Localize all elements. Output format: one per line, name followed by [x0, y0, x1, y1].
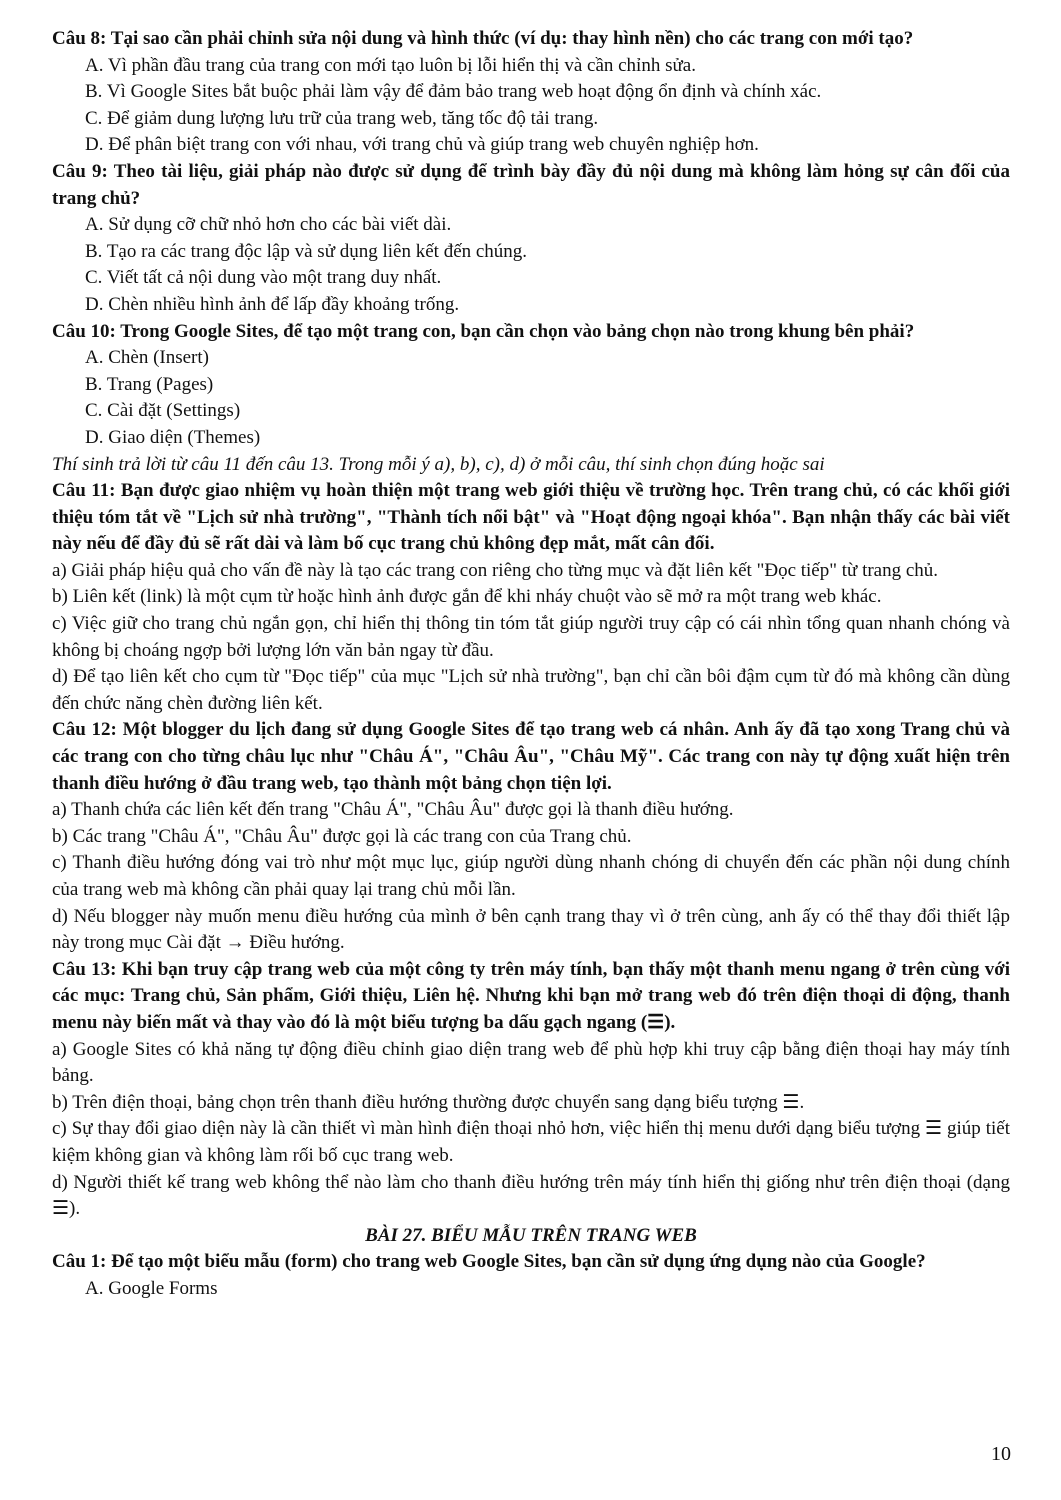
- question-13-statement-a: a) Google Sites có khả năng tự động điều chỉnh giao diện trang web để phù hợp khi truy cập bằng điện thoại hay máy tính bảng.: [52, 1038, 1010, 1087]
- question-13-title: Câu 13: Khi bạn truy cập trang web của một công ty trên máy tính, bạn thấy một thanh menu ngang ở trên cùng với các mục: Trang chủ, Sản phẩm, Giới thiệu, Liên hệ. Nhưng khi bạn mở trang web đó trên điện thoại di động, thanh menu này biến mất và thay vào đó là một biểu tượng ba dấu gạch ngang (☰).: [52, 958, 1010, 1033]
- page-number: 10: [991, 1443, 1011, 1465]
- question-9-title: Câu 9: Theo tài liệu, giải pháp nào được sử dụng để trình bày đầy đủ nội dung mà không làm hỏng sự cân đối của trang chủ?: [52, 160, 1010, 209]
- question-11-statement-b: b) Liên kết (link) là một cụm từ hoặc hình ảnh được gắn để khi nháy chuột vào sẽ mở ra một trang web khác.: [52, 586, 882, 608]
- question-10-option-b: B. Trang (Pages): [85, 373, 214, 395]
- question-10-option-c: C. Cài đặt (Settings): [85, 400, 241, 422]
- question-9-option-c: C. Viết tất cả nội dung vào một trang duy nhất.: [85, 267, 442, 289]
- question-9-option-a: A. Sử dụng cỡ chữ nhỏ hơn cho các bài viết dài.: [85, 214, 452, 236]
- question-11-statement-d: d) Để tạo liên kết cho cụm từ "Đọc tiếp" của mục "Lịch sử nhà trường", bạn chỉ cần bôi đậm cụm từ đó mà không cần dùng đến chức năng chèn đường liên kết.: [52, 666, 1010, 714]
- question-10-title: Câu 10: Trong Google Sites, để tạo một trang con, bạn cần chọn vào bảng chọn nào trong khung bên phải?: [52, 320, 915, 342]
- question-12-statement-a: a) Thanh chứa các liên kết đến trang "Châu Á", "Châu Âu" được gọi là thanh điều hướng.: [52, 799, 734, 821]
- question-8-title: Câu 8: Tại sao cần phải chỉnh sửa nội dung và hình thức (ví dụ: thay hình nền) cho các trang con mới tạo?: [52, 28, 914, 49]
- question-12-title: Câu 12: Một blogger du lịch đang sử dụng Google Sites để tạo trang web cá nhân. Anh ấy đã tạo xong Trang chủ và các trang con cho từng châu lục như "Châu Á", "Châu Âu", "Châu Mỹ". Các trang con này tự động xuất hiện trên thanh điều hướng ở đầu trang web, tạo thành một bảng chọn tiện lợi.: [52, 719, 1010, 794]
- question-11-statement-c: c) Việc giữ cho trang chủ ngắn gọn, chỉ hiển thị thông tin tóm tắt giúp người truy cập có cái nhìn tổng quan nhanh chóng và không bị choáng ngợp bởi lượng lớn văn bản ngay từ đầu.: [52, 613, 1010, 661]
- question-10-option-a: A. Chèn (Insert): [85, 347, 209, 369]
- question-8-option-b: B. Vì Google Sites bắt buộc phải làm vậy để đảm bảo trang web hoạt động ổn định và chính xác.: [85, 81, 822, 103]
- question-11-statement-a: a) Giải pháp hiệu quả cho vấn đề này là tạo các trang con riêng cho từng mục và đặt liên kết "Đọc tiếp" từ trang chủ.: [52, 559, 939, 581]
- lesson27-question-1-title: Câu 1: Để tạo một biểu mẫu (form) cho trang web Google Sites, bạn cần sử dụng ứng dụng nào của Google?: [52, 1251, 926, 1273]
- question-12-statement-c: c) Thanh điều hướng đóng vai trò như một mục lục, giúp người dùng nhanh chóng di chuyển đến các phần nội dung chính của trang web mà không cần phải quay lại trang chủ mỗi lần.: [52, 852, 1010, 900]
- section-title: BÀI 27. BIỂU MẪU TRÊN TRANG WEB: [365, 1224, 697, 1246]
- true-false-instruction: Thí sinh trả lời từ câu 11 đến câu 13. Trong mỗi ý a), b), c), d) ở mỗi câu, thí sinh chọn đúng hoặc sai: [52, 453, 825, 475]
- question-8-option-d: D. Để phân biệt trang con với nhau, với trang chủ và giúp trang web chuyên nghiệp hơn.: [85, 134, 759, 156]
- question-13-statement-d: d) Người thiết kế trang web không thể nào làm cho thanh điều hướng trên máy tính hiển thị giống như trên điện thoại (dạng ☰).: [52, 1171, 1010, 1220]
- question-8-option-a: A. Vì phần đầu trang của trang con mới tạo luôn bị lỗi hiển thị và cần chỉnh sửa.: [85, 54, 696, 76]
- question-13-statement-b: b) Trên điện thoại, bảng chọn trên thanh điều hướng thường được chuyển sang dạng biểu tượng ☰.: [52, 1091, 805, 1113]
- lesson27-question-1-option-a: A. Google Forms: [85, 1277, 218, 1299]
- question-9-option-d: D. Chèn nhiều hình ảnh để lấp đầy khoảng trống.: [85, 293, 460, 315]
- question-9-option-b: B. Tạo ra các trang độc lập và sử dụng liên kết đến chúng.: [85, 240, 528, 262]
- question-12-statement-b: b) Các trang "Châu Á", "Châu Âu" được gọi là các trang con của Trang chủ.: [52, 825, 632, 847]
- question-11-title: Câu 11: Bạn được giao nhiệm vụ hoàn thiện một trang web giới thiệu về trường học. Trên trang chủ, có các khối giới thiệu tóm tắt về "Lịch sử nhà trường", "Thành tích nổi bật" và "Hoạt động ngoại khóa". Bạn nhận thấy các bài viết này nếu để đầy đủ sẽ rất dài và làm bố cục trang chủ không đẹp mắt, mất cân đối.: [52, 480, 1010, 555]
- question-10-option-d: D. Giao diện (Themes): [85, 426, 261, 448]
- page-content: [52, 26, 1010, 1303]
- question-12-statement-d: d) Nếu blogger này muốn menu điều hướng của mình ở bên cạnh trang thay vì ở trên cùng, anh ấy có thể thay đổi thiết lập này trong mục Cài đặt → Điều hướng.: [52, 905, 1010, 954]
- question-8-option-c: C. Để giảm dung lượng lưu trữ của trang web, tăng tốc độ tải trang.: [85, 107, 599, 129]
- question-13-statement-c: c) Sự thay đổi giao diện này là cần thiết vì màn hình điện thoại nhỏ hơn, việc hiển thị menu dưới dạng biểu tượng ☰ giúp tiết kiệm không gian và không làm rối bố cục trang web.: [52, 1118, 1010, 1166]
